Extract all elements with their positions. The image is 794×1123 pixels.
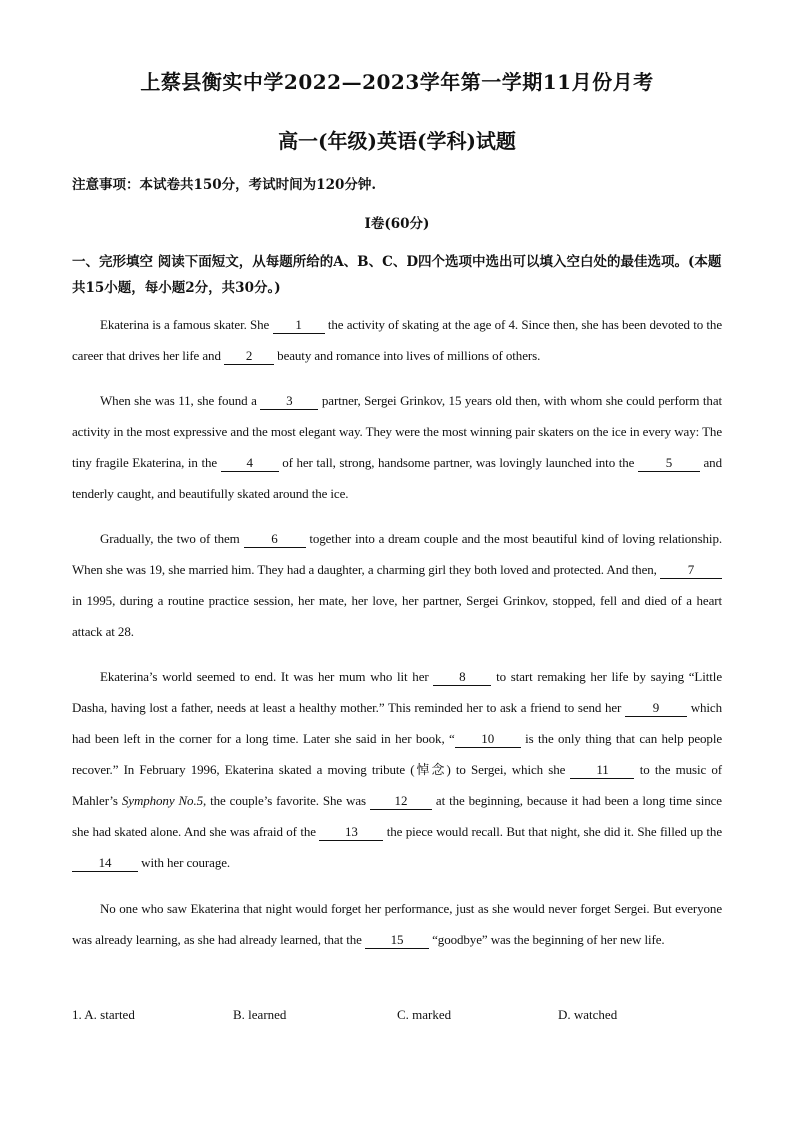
blank-15: 15: [365, 932, 429, 949]
passage-paragraph-4: [72, 661, 722, 878]
blank-4: 4: [221, 455, 279, 472]
passage-paragraph-3: [72, 523, 722, 647]
passage-text: in 1995, during a routine practice session, her mate, her love, her partner, Sergei Grinkov, stopped, fell and died of a heart attack at 28.: [72, 593, 722, 639]
passage-text: , the couple’s favorite. She was: [203, 793, 366, 808]
symphony-title: Symphony No.5: [121, 793, 203, 808]
option-b: B. learned: [233, 1007, 287, 1022]
blank-11: 11: [570, 762, 634, 779]
blank-12: 12: [370, 793, 432, 810]
blank-10: 10: [455, 731, 521, 748]
passage-text: together into a dream couple and the most beautiful kind of loving relationship. When she was 19, she married him. They had a daughter, a charming girl they both loved and protected. And then,: [72, 531, 722, 577]
blank-2: 2: [224, 348, 274, 365]
passage-text: is the only thing that can help people recover.” In February 1996, Ekaterina skated a moving tribute (悼念) to Sergei, which she: [72, 731, 722, 777]
blank-6: 6: [244, 531, 306, 548]
section-instructions: 一、完形填空 阅读下面短文，从每题所给的A、B、C、D四个选项中选出可以填入空白处的最佳选项。(本题共15小题，每小题2分，共30分。): [72, 254, 722, 296]
exam-subtitle: 高一(年级)英语(学科)试题: [278, 129, 516, 153]
passage-text: No one who saw Ekaterina that night would forget her performance, just as she would never forget Sergei. But everyone was already learning, as she had already learned, that the: [72, 901, 722, 947]
blank-3: 3: [260, 393, 318, 410]
blank-14: 14: [72, 855, 138, 872]
passage-text: Ekaterina is a famous skater. She: [100, 317, 270, 332]
exam-notice: 注意事项：本试卷共150分，考试时间为120分钟.: [72, 177, 377, 193]
passage-text: with her courage.: [141, 855, 231, 870]
passage-text: beauty and romance into lives of millions of others.: [277, 348, 541, 363]
blank-1: 1: [273, 317, 325, 334]
volume-heading: I卷(60分): [364, 216, 430, 232]
passage-text: partner, Sergei Grinkov, 15 years old then, with whom she could perform that activity in the most expressive and the most elegant way. They were the most winning pair skaters on the ice in every way: The tiny fragile Ekaterina, in the: [72, 393, 723, 470]
passage-paragraph-5: [72, 893, 722, 955]
question-1-options: [72, 1007, 732, 1027]
option-d: D. watched: [558, 1007, 618, 1022]
passage-paragraph-1: [72, 309, 722, 371]
passage-text: Ekaterina’s world seemed to end. It was her mum who lit her: [100, 669, 429, 684]
blank-5: 5: [638, 455, 700, 472]
passage-text: When she was 11, she found a: [100, 393, 257, 408]
passage-text: Gradually, the two of them: [100, 531, 240, 546]
passage-text: to the music of Mahler’s: [72, 762, 722, 808]
passage-text: at the beginning, because it had been a long time since she had skated alone. And she was afraid of the: [72, 793, 722, 839]
passage-text: the piece would recall. But that night, she did it. She filled up the: [386, 824, 722, 839]
passage-paragraph-2: [72, 385, 722, 509]
option-c: C. marked: [397, 1007, 452, 1022]
passage-text: of her tall, strong, handsome partner, was lovingly launched into the: [282, 455, 635, 470]
passage-text: to start remaking her life by saying “Little Dasha, having lost a father, needs at least a healthy mother.” This reminded her to ask a friend to send her: [72, 669, 722, 715]
blank-7: 7: [660, 562, 722, 579]
passage-text: “goodbye” was the beginning of her new life.: [432, 932, 665, 947]
blank-9: 9: [625, 700, 687, 717]
blank-13: 13: [319, 824, 383, 841]
passage-text: which had been left in the corner for a long time. Later she said in her book, “: [72, 700, 722, 746]
passage-text: and tenderly caught, and beautifully skated around the ice.: [72, 455, 722, 501]
blank-8: 8: [433, 669, 491, 686]
option-a: 1. A. started: [72, 1007, 135, 1022]
exam-title: 上蔡县衡实中学2022—2023学年第一学期11月份月考: [140, 70, 654, 94]
passage-text: the activity of skating at the age of 4. Since then, she has been devoted to the career that drives her life and: [72, 317, 723, 363]
